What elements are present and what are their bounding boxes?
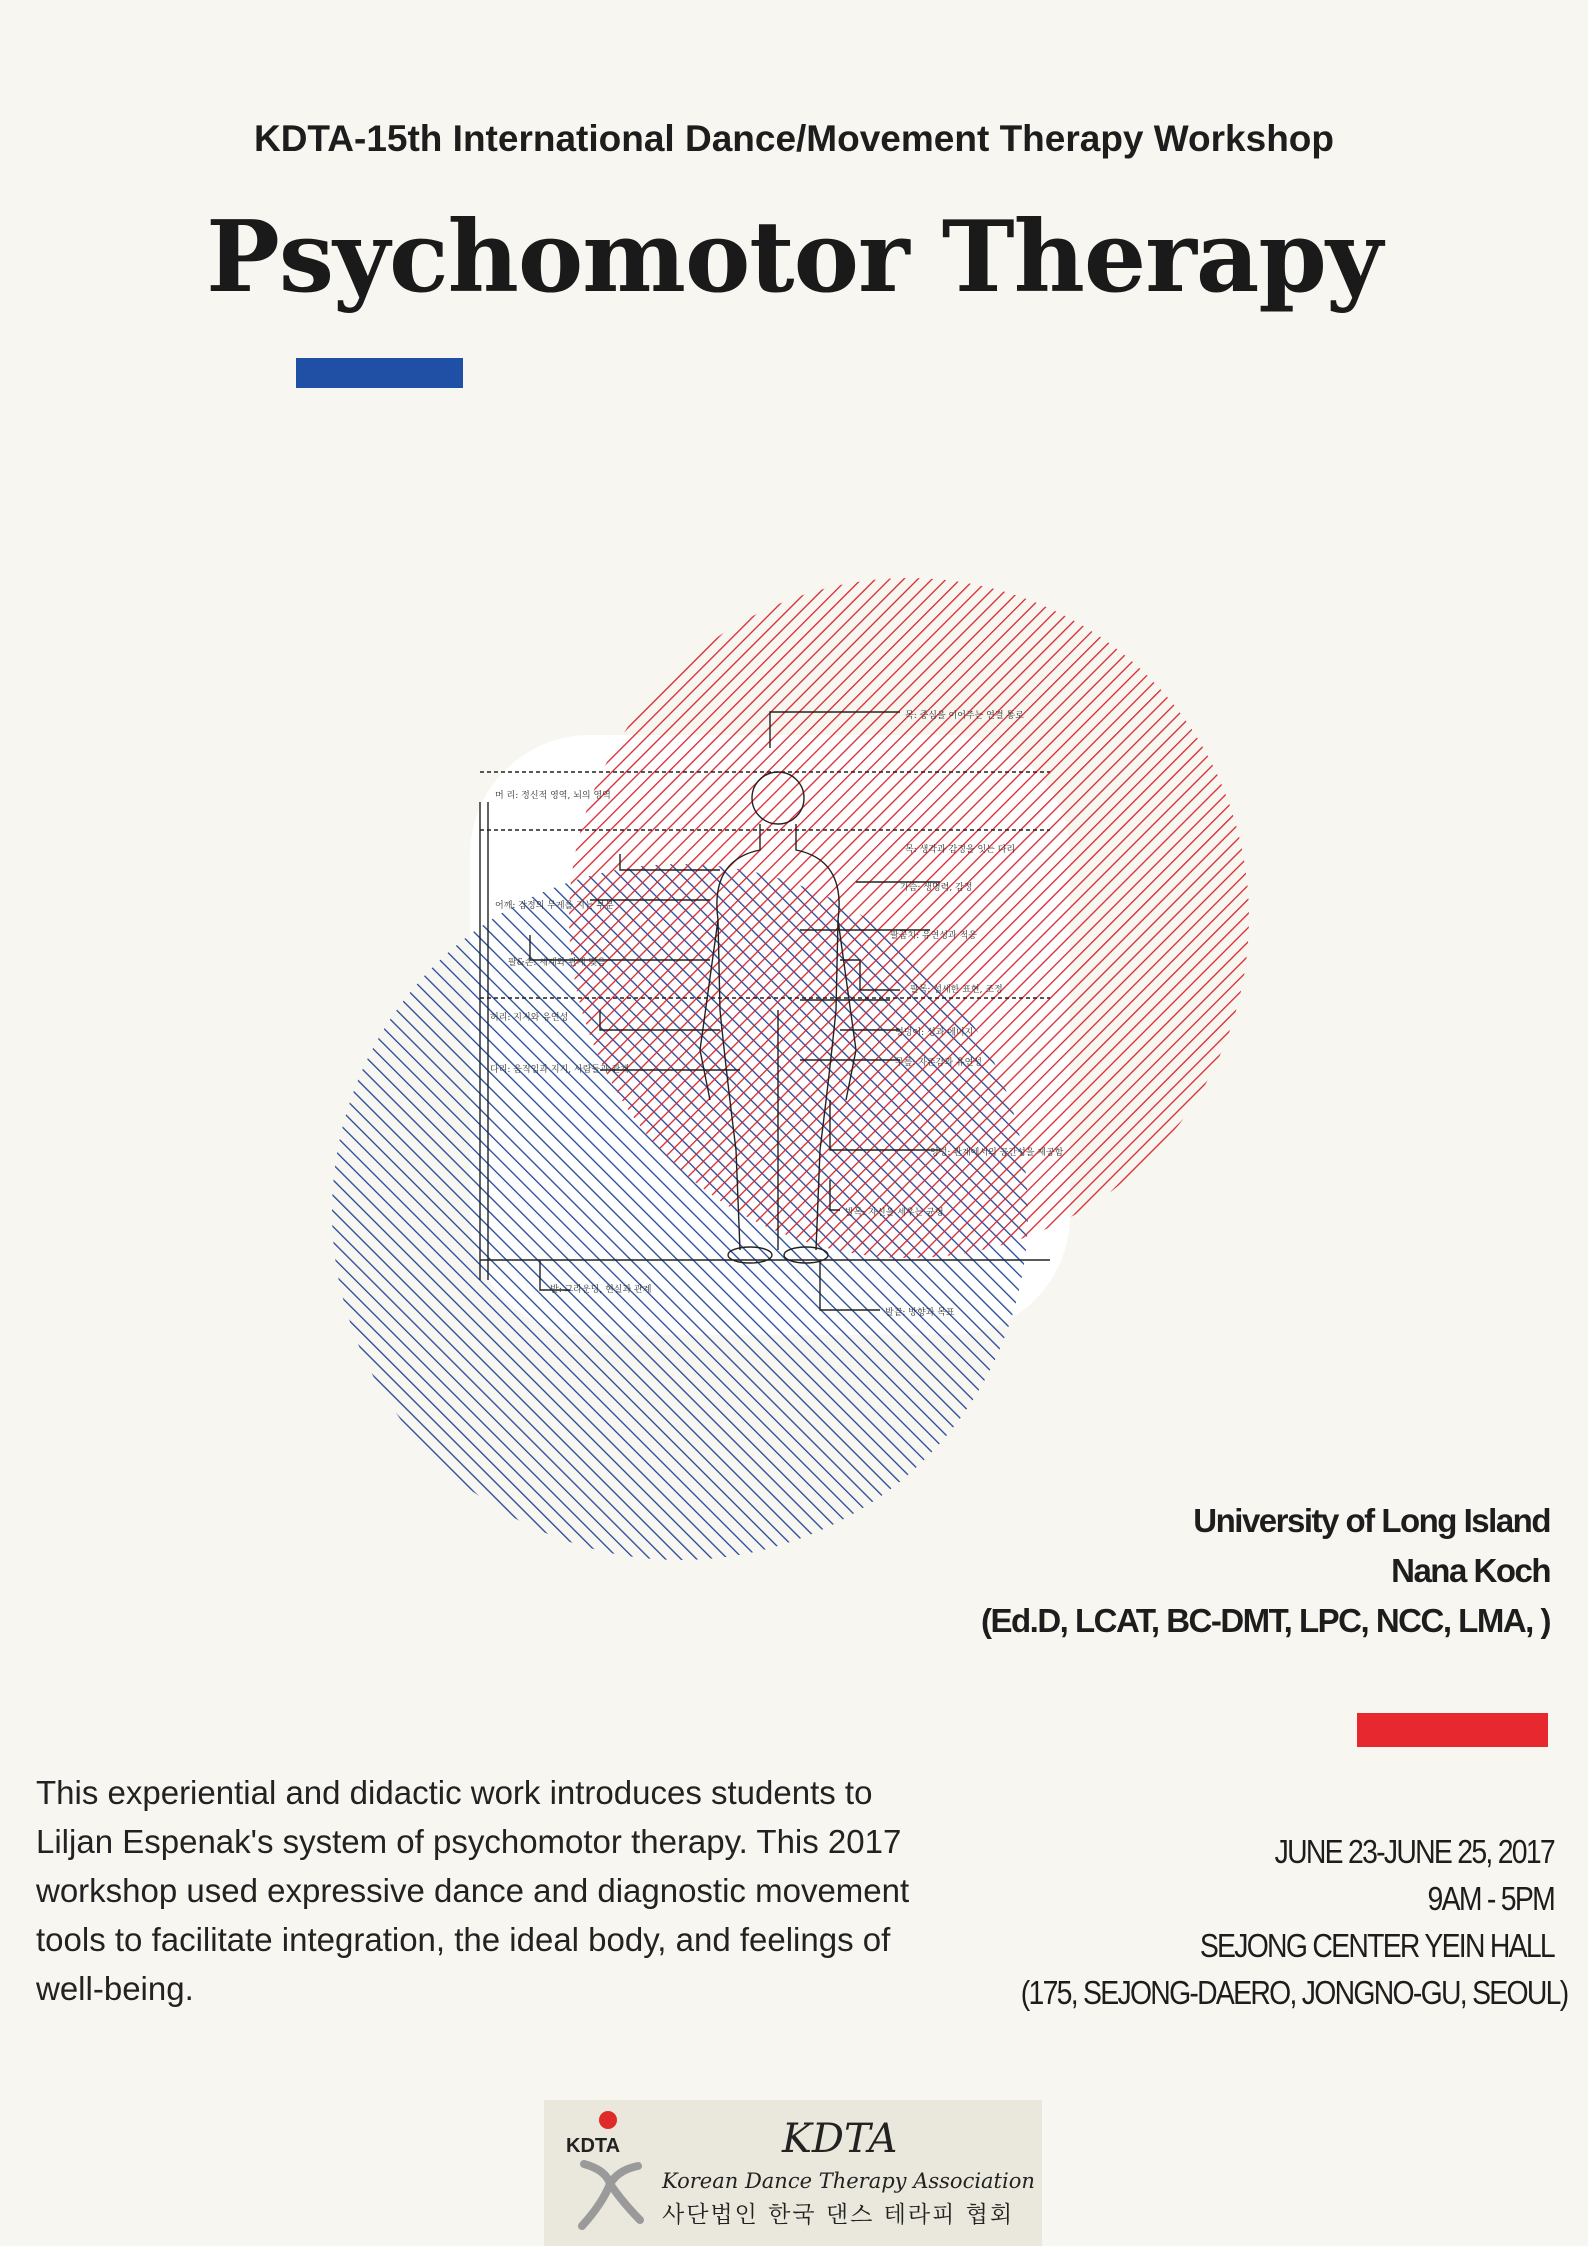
workshop-subtitle: KDTA-15th International Dance/Movement Therapy Workshop <box>253 118 1334 159</box>
logo-english-name: Korean Dance Therapy Association <box>662 2169 1035 2193</box>
svg-text:팔&손: 세계와 관계 맺음: 팔&손: 세계와 관계 맺음 <box>508 958 606 968</box>
svg-text:엉덩: 관계에서의 공간성을 제공함: 엉덩: 관계에서의 공간성을 제공함 <box>930 1148 1064 1158</box>
presenter-block <box>850 1496 1550 1646</box>
svg-text:발: 그라운딩, 현실과 관계: 발: 그라운딩, 현실과 관계 <box>550 1285 652 1295</box>
logo-korean-name: 사단법인 한국 댄스 테라피 협회 <box>662 2202 1015 2228</box>
svg-text:무릎: 자존감과 유연성: 무릎: 자존감과 유연성 <box>895 1058 983 1068</box>
presenter-institution: University of Long Island <box>1193 1502 1550 1539</box>
page-title: Psychomotor Therapy <box>206 200 1382 315</box>
svg-text:머 리: 정신적 영역, 뇌의 영역: 머 리: 정신적 영역, 뇌의 영역 <box>495 791 611 801</box>
event-dates: JUNE 23-JUNE 25, 2017 <box>1274 1833 1554 1870</box>
blue-accent-bar <box>296 358 463 388</box>
svg-text:엉덩이: 성과 에너지: 엉덩이: 성과 에너지 <box>895 1028 974 1038</box>
presenter-credentials: (Ed.D, LCAT, BC-DMT, LPC, NCC, LMA, ) <box>981 1602 1550 1639</box>
red-hatched-circle <box>569 578 1249 1258</box>
svg-text:목: 중심을 이어주는 연결 통로: 목: 중심을 이어주는 연결 통로 <box>905 711 1024 721</box>
svg-text:팔목: 섬세한 표현, 조정: 팔목: 섬세한 표현, 조정 <box>910 985 1003 995</box>
red-accent-bar <box>1357 1713 1548 1747</box>
workshop-description: This experiential and didactic work introduces students to Liljan Espenak's system of psychomotor therapy. This 2017 workshop used expressive dance and diagnostic movement tools to facilitate integration, the ideal body, and feelings of well-being. <box>36 1774 910 2007</box>
event-venue: SEJONG CENTER YEIN HALL <box>1199 1927 1554 1964</box>
svg-text:발끝: 방향과 목표: 발끝: 방향과 목표 <box>885 1308 955 1318</box>
svg-text:발목: 자신을 세우는 균형: 발목: 자신을 세우는 균형 <box>845 1208 944 1218</box>
event-address: (175, SEJONG-DAERO, JONGNO-GU, SEOUL) <box>1020 1974 1568 2011</box>
body-diagram-figure <box>240 450 1320 1610</box>
svg-text:팔꿈치: 유연성과 적응: 팔꿈치: 유연성과 적응 <box>890 931 978 941</box>
svg-text:어깨: 감정의 무게를 지는 부분: 어깨: 감정의 무게를 지는 부분 <box>495 901 614 911</box>
svg-text:다리: 움직임과 지지, 사람들과 관계: 다리: 움직임과 지지, 사람들과 관계 <box>490 1065 630 1075</box>
event-time: 9AM - 5PM <box>1427 1880 1554 1917</box>
presenter-name: Nana Koch <box>1391 1552 1550 1589</box>
dancer-logo-icon <box>582 2111 640 2226</box>
svg-text:허리: 지지와 유연성: 허리: 지지와 유연성 <box>490 1013 569 1023</box>
svg-text:목: 생각과 감정을 잇는 다리: 목: 생각과 감정을 잇는 다리 <box>905 845 1016 855</box>
kdta-logo <box>544 2100 1042 2246</box>
logo-big-text: KDTA <box>782 2116 898 2162</box>
svg-text:가슴: 생명력, 감정: 가슴: 생명력, 감정 <box>900 883 973 893</box>
logo-small-text: KDTA <box>566 2135 621 2157</box>
event-info <box>1020 1828 1568 2016</box>
